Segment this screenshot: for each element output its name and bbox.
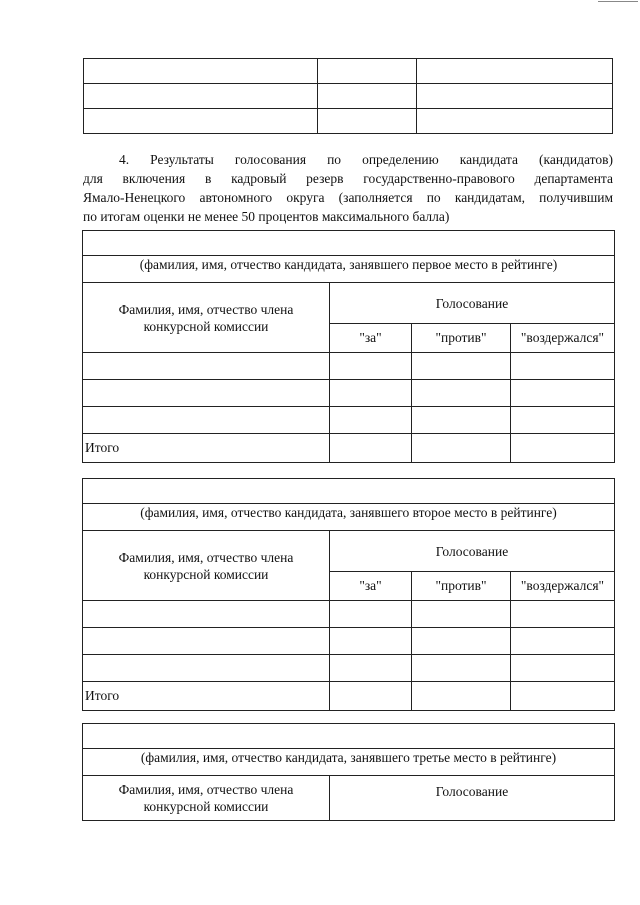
table-cell[interactable]	[83, 655, 330, 682]
table-row	[83, 380, 615, 407]
table-cell[interactable]	[330, 601, 412, 628]
option-abstain: "воздержался"	[511, 324, 615, 353]
table-cell[interactable]	[318, 59, 417, 84]
table-row	[84, 84, 613, 109]
table-cell[interactable]	[84, 109, 318, 134]
paragraph-line: 4. Результаты голосования по определению кандидата (кандидатов)	[119, 152, 613, 167]
paragraph-line: Ямало-Ненецкого автономного округа (заполняется по кандидатам, получившим	[83, 190, 613, 205]
page-edge-line	[598, 1, 638, 2]
table-cell[interactable]	[511, 407, 615, 434]
table-cell[interactable]	[83, 353, 330, 380]
member-header-line: Фамилия, имя, отчество члена	[118, 549, 294, 565]
table-cell[interactable]	[511, 434, 615, 463]
table-cell[interactable]	[83, 380, 330, 407]
voting-table-second-place	[82, 478, 615, 711]
table-cell[interactable]	[511, 628, 615, 655]
table-cell[interactable]	[412, 601, 511, 628]
table-row	[83, 628, 615, 655]
candidate-name-cell[interactable]	[83, 479, 615, 531]
total-label: Итого	[83, 682, 330, 711]
voting-table-first-place	[82, 230, 615, 463]
continued-table	[83, 58, 613, 134]
voting-header: Голосование	[330, 776, 615, 821]
total-label: Итого	[83, 434, 330, 463]
table-cell[interactable]	[84, 84, 318, 109]
table-cell[interactable]	[417, 59, 613, 84]
table-cell[interactable]	[417, 84, 613, 109]
table-cell[interactable]	[83, 628, 330, 655]
option-for: "за"	[330, 324, 412, 353]
table-cell[interactable]	[84, 59, 318, 84]
member-header-line: конкурсной комиссии	[143, 799, 269, 814]
table-cell[interactable]	[412, 353, 511, 380]
voting-table-third-place	[82, 723, 615, 821]
table-cell[interactable]	[330, 655, 412, 682]
table-row	[84, 109, 613, 134]
table-cell[interactable]	[330, 434, 412, 463]
member-header	[83, 776, 330, 821]
table-cell[interactable]	[83, 407, 330, 434]
table-row	[84, 59, 613, 84]
table-cell[interactable]	[412, 655, 511, 682]
option-against: "против"	[412, 324, 511, 353]
candidate-caption: (фамилия, имя, отчество кандидата, занявшего третье место в рейтинге)	[140, 750, 557, 765]
table-cell[interactable]	[330, 380, 412, 407]
table-cell[interactable]	[511, 655, 615, 682]
member-header-line: Фамилия, имя, отчество члена	[118, 782, 294, 797]
table-row	[83, 601, 615, 628]
option-for: "за"	[330, 572, 412, 601]
voting-header: Голосование	[330, 531, 615, 572]
paragraph-line: для включения в кадровый резерв государственно-правового департамента	[83, 171, 613, 186]
member-header-line: Фамилия, имя, отчество члена	[118, 301, 294, 317]
voting-header: Голосование	[330, 283, 615, 324]
option-against: "против"	[412, 572, 511, 601]
table-row	[83, 407, 615, 434]
candidate-name-line	[83, 503, 614, 504]
option-abstain: "воздержался"	[511, 572, 615, 601]
total-row	[83, 434, 615, 463]
member-header	[83, 283, 330, 353]
table-cell[interactable]	[412, 434, 511, 463]
table-cell[interactable]	[412, 628, 511, 655]
table-cell[interactable]	[412, 407, 511, 434]
table-cell[interactable]	[511, 682, 615, 711]
table-cell[interactable]	[511, 601, 615, 628]
table-cell[interactable]	[511, 353, 615, 380]
member-header	[83, 531, 330, 601]
candidate-caption: (фамилия, имя, отчество кандидата, занявшего первое место в рейтинге)	[139, 257, 558, 272]
candidate-name-cell[interactable]	[83, 724, 615, 776]
table-cell[interactable]	[330, 407, 412, 434]
table-cell[interactable]	[417, 109, 613, 134]
table-row	[83, 655, 615, 682]
table-cell[interactable]	[330, 682, 412, 711]
table-cell[interactable]	[412, 682, 511, 711]
candidate-name-line	[83, 748, 614, 749]
table-cell[interactable]	[330, 353, 412, 380]
table-cell[interactable]	[318, 109, 417, 134]
candidate-name-cell[interactable]	[83, 231, 615, 283]
table-cell[interactable]	[330, 628, 412, 655]
table-cell[interactable]	[511, 380, 615, 407]
paragraph-line: по итогам оценки не менее 50 процентов максимального балла)	[83, 209, 450, 224]
table-cell[interactable]	[83, 601, 330, 628]
total-row	[83, 682, 615, 711]
candidate-caption: (фамилия, имя, отчество кандидата, занявшего второе место в рейтинге)	[140, 505, 557, 520]
section-4-paragraph	[83, 150, 613, 226]
candidate-name-line	[83, 255, 614, 256]
table-cell[interactable]	[412, 380, 511, 407]
table-row	[83, 353, 615, 380]
table-cell[interactable]	[318, 84, 417, 109]
member-header-line: конкурсной комиссии	[143, 318, 269, 334]
member-header-line: конкурсной комиссии	[143, 566, 269, 582]
